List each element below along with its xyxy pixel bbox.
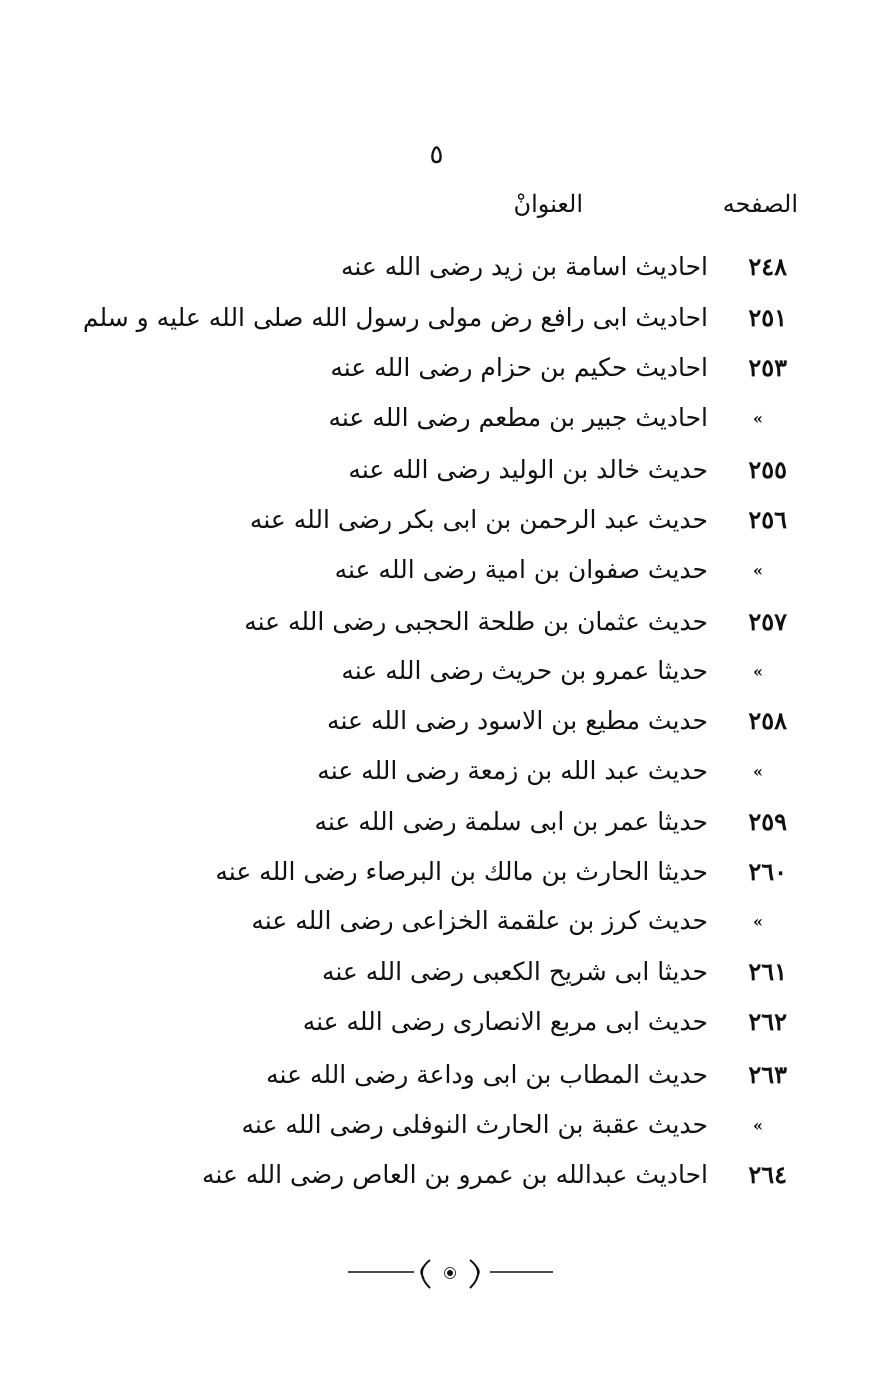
entry-page-number: ٢٥٣	[748, 353, 787, 382]
entry-title: حديث ابى مربع الانصارى رضى الله عنه	[302, 1007, 708, 1036]
toc-entry	[0, 652, 873, 696]
toc-entry	[0, 902, 873, 946]
entry-title: حديث عبد الرحمن بن ابى بكر رضى الله عنه	[249, 505, 708, 534]
ditto-mark: »	[753, 912, 763, 931]
toc-entry	[0, 603, 873, 647]
toc-entry	[0, 451, 873, 495]
entry-page-number: ٢٤٨	[748, 252, 787, 281]
entry-title: حديث كرز بن علقمة الخزاعى رضى الله عنه	[251, 906, 708, 935]
entry-title: حديثا ابى شريح الكعبى رضى الله عنه	[321, 957, 708, 986]
entry-title: حديثا عمر بن ابى سلمة رضى الله عنه	[314, 807, 708, 836]
toc-entry	[0, 1106, 873, 1150]
toc-entry	[0, 248, 873, 292]
entry-page-number: ٢٦٣	[748, 1060, 787, 1089]
entry-title: احاديث عبدالله بن عمرو بن العاص رضى الله عنه	[202, 1160, 708, 1189]
entry-title: احاديث اسامة بن زيد رضى الله عنه	[340, 252, 708, 281]
ditto-mark: »	[753, 662, 763, 681]
entry-page-number: ٢٥٩	[748, 807, 787, 836]
entry-title: حديث عبد الله بن زمعة رضى الله عنه	[317, 756, 708, 785]
toc-entry	[0, 702, 873, 746]
entry-title: حديثا الحارث بن مالك بن البرصاء رضى الله عنه	[215, 857, 708, 886]
toc-entry	[0, 299, 873, 343]
entry-title: احاديث ابى رافع رض مولى رسول الله صلى الله عليه و سلم	[82, 303, 708, 332]
toc-entry	[0, 803, 873, 847]
entry-title: احاديث جبير بن مطعم رضى الله عنه	[328, 403, 708, 432]
toc-entry	[0, 853, 873, 897]
entry-title: حديثا عمرو بن حريث رضى الله عنه	[341, 656, 708, 685]
toc-entry	[0, 1003, 873, 1047]
toc-entry	[0, 953, 873, 997]
entry-page-number: ٢٥٥	[748, 455, 787, 484]
entry-page-number: ٢٦٤	[748, 1160, 787, 1189]
ditto-mark: »	[753, 561, 763, 580]
entry-title: احاديث حكيم بن حزام رضى الله عنه	[330, 353, 708, 382]
toc-entry	[0, 399, 873, 443]
page-number: ٥	[429, 140, 444, 170]
column-header-page: الصفحه	[722, 190, 798, 218]
entry-page-number: ٢٥٦	[748, 505, 787, 534]
entry-title: حديث المطاب بن ابى وداعة رضى الله عنه	[266, 1060, 708, 1089]
toc-entry	[0, 1156, 873, 1200]
entry-title: حديث مطيع بن الاسود رضى الله عنه	[327, 706, 708, 735]
toc-entry	[0, 349, 873, 393]
entry-page-number: ٢٦١	[748, 957, 787, 986]
toc-entry	[0, 752, 873, 796]
entry-page-number: ٢٦٢	[748, 1007, 787, 1036]
entry-title: حديث عقبة بن الحارث النوفلى رضى الله عنه	[241, 1110, 708, 1139]
ditto-mark: »	[753, 409, 763, 428]
entry-page-number: ٢٥١	[748, 303, 787, 332]
ditto-mark: »	[753, 1116, 763, 1135]
ditto-mark: »	[753, 762, 763, 781]
entry-title: حديث صفوان بن امية رضى الله عنه	[334, 555, 708, 584]
entry-title: حديث خالد بن الوليد رضى الله عنه	[348, 455, 708, 484]
column-header-title: العنوانْ	[513, 190, 583, 218]
entry-page-number: ٢٥٧	[748, 607, 787, 636]
entry-page-number: ٢٦٠	[748, 857, 787, 886]
toc-entry	[0, 551, 873, 595]
toc-entry	[0, 501, 873, 545]
entry-title: حديث عثمان بن طلحة الحجبى رضى الله عنه	[244, 607, 708, 636]
toc-entry	[0, 1056, 873, 1100]
footer-ornament-icon	[0, 1258, 873, 1298]
entry-page-number: ٢٥٨	[748, 706, 787, 735]
